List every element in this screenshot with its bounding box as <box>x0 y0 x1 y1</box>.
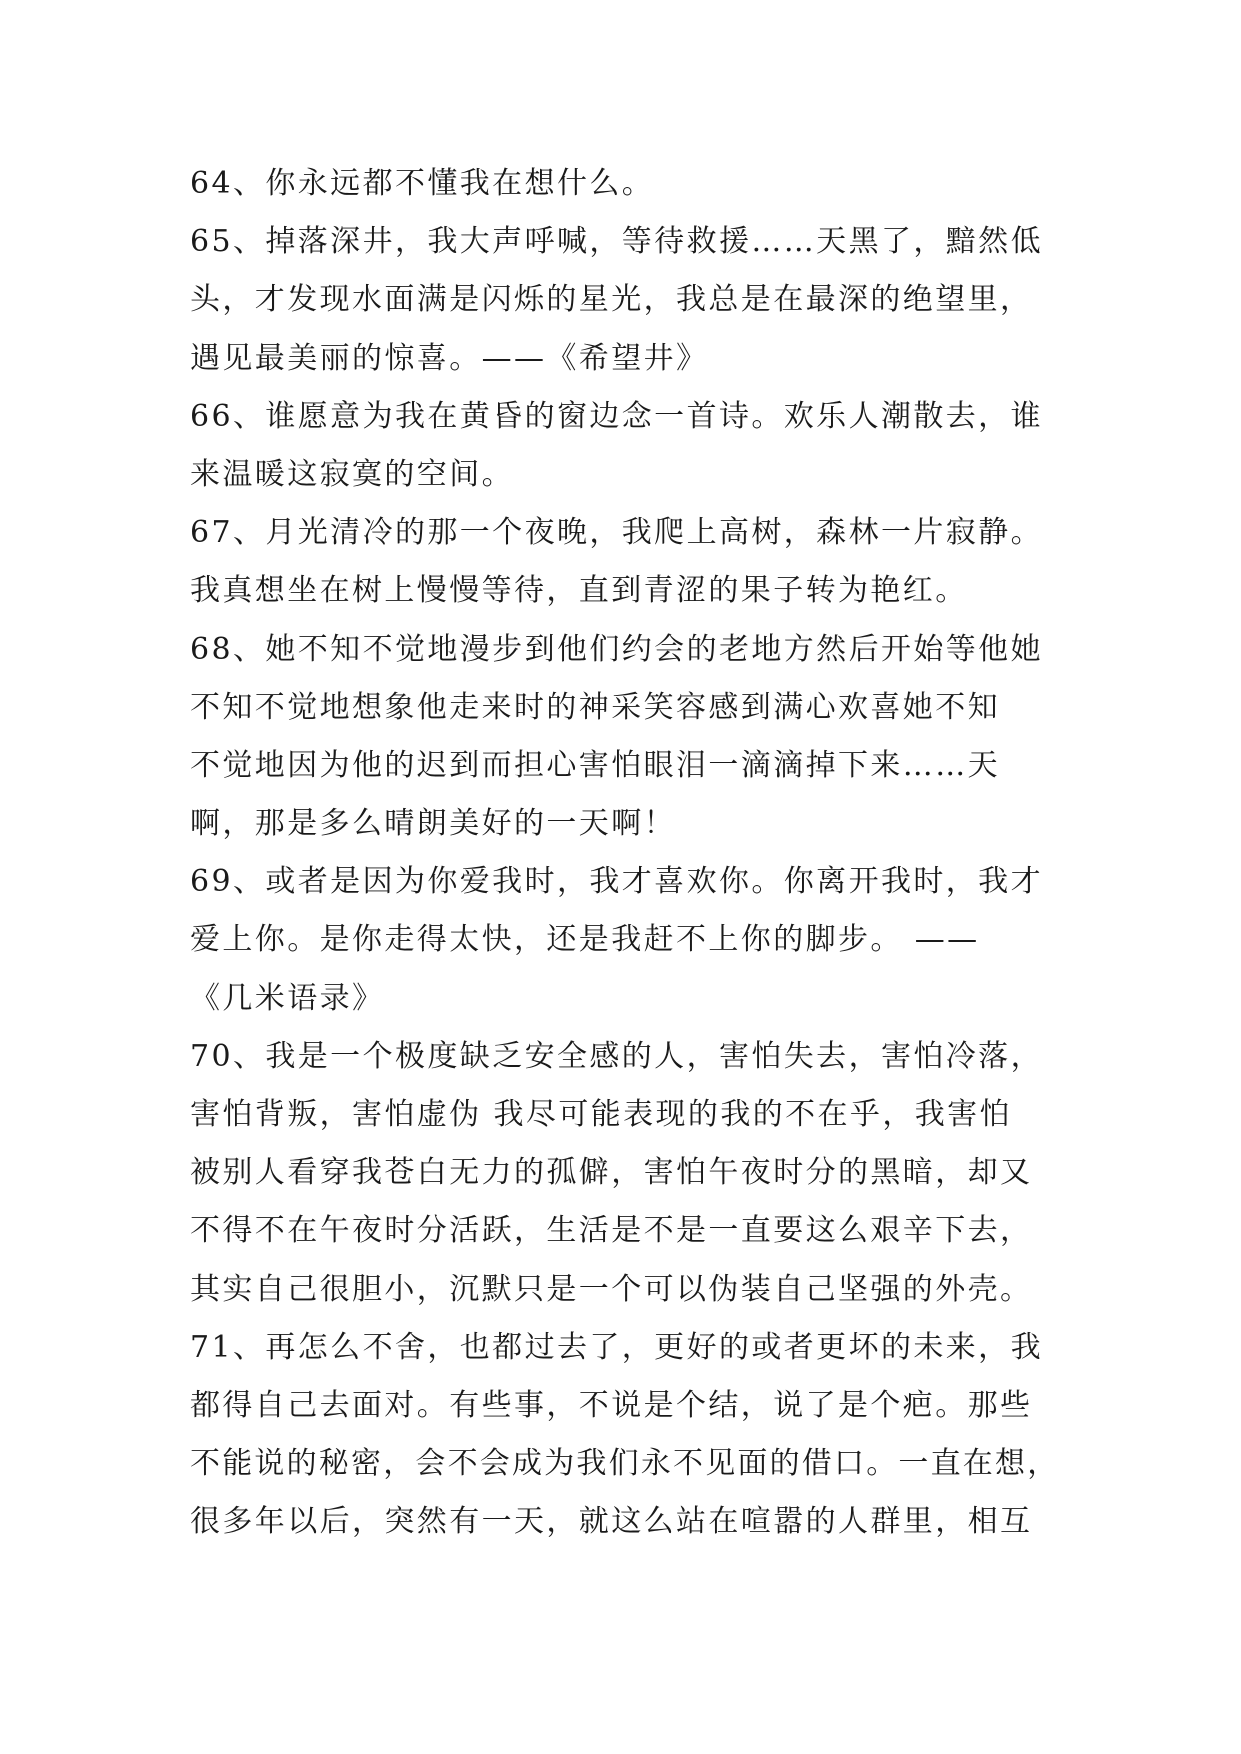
text-line: 70、我是一个极度缺乏安全感的人，害怕失去，害怕冷落， <box>190 1038 1043 1074</box>
text-line: 不得不在午夜时分活跃，生活是不是一直要这么艰辛下去， <box>190 1213 1033 1249</box>
text-line: 不知不觉地想象他走来时的神采笑容感到满心欢喜她不知 <box>190 689 1000 725</box>
text-line: 害怕背叛，害怕虚伪 我尽可能表现的我的不在乎，我害怕 <box>190 1097 1012 1132</box>
text-line: 很多年以后，突然有一天，就这么站在喧嚣的人群里，相互 <box>190 1504 1033 1540</box>
text-line: 64、你永远都不懂我在想什么。 <box>190 166 655 201</box>
text-line: 不能说的秘密，会不会成为我们永不见面的借口。一直在想， <box>190 1446 1060 1482</box>
text-line: 啊，那是多么晴朗美好的一天啊！ <box>190 806 676 842</box>
text-line: 《几米语录》 <box>190 980 385 1016</box>
text-line: 遇见最美丽的惊喜。——《希望井》 <box>190 340 709 376</box>
text-line: 68、她不知不觉地漫步到他们约会的老地方然后开始等他她 <box>190 631 1043 667</box>
text-line: 我真想坐在树上慢慢等待，直到青涩的果子转为艳红。 <box>190 573 968 609</box>
text-line: 爱上你。是你走得太快，还是我赶不上你的脚步。 —— <box>190 922 980 958</box>
text-line: 66、谁愿意为我在黄昏的窗边念一首诗。欢乐人潮散去，谁 <box>190 398 1043 434</box>
text-line: 被别人看穿我苍白无力的孤僻，害怕午夜时分的黑暗，却又 <box>190 1155 1033 1191</box>
text-line: 67、月光清冷的那一个夜晚，我爬上高树，森林一片寂静。 <box>190 515 1043 551</box>
text-line: 不觉地因为他的迟到而担心害怕眼泪一滴滴掉下来……天 <box>190 747 1000 783</box>
text-line: 来温暖这寂寞的空间。 <box>190 456 514 492</box>
text-line: 69、或者是因为你爱我时，我才喜欢你。你离开我时，我才 <box>190 864 1043 900</box>
text-line: 65、掉落深井，我大声呼喊，等待救援……天黑了，黯然低 <box>190 224 1043 260</box>
body-text <box>190 155 1060 1552</box>
text-line: 71、再怎么不舍，也都过去了，更好的或者更坏的未来，我 <box>190 1329 1043 1365</box>
text-line: 都得自己去面对。有些事，不说是个结，说了是个疤。那些 <box>190 1387 1033 1423</box>
text-line: 头，才发现水面满是闪烁的星光，我总是在最深的绝望里， <box>190 282 1033 318</box>
text-line: 其实自己很胆小，沉默只是一个可以伪装自己坚强的外壳。 <box>190 1271 1033 1307</box>
